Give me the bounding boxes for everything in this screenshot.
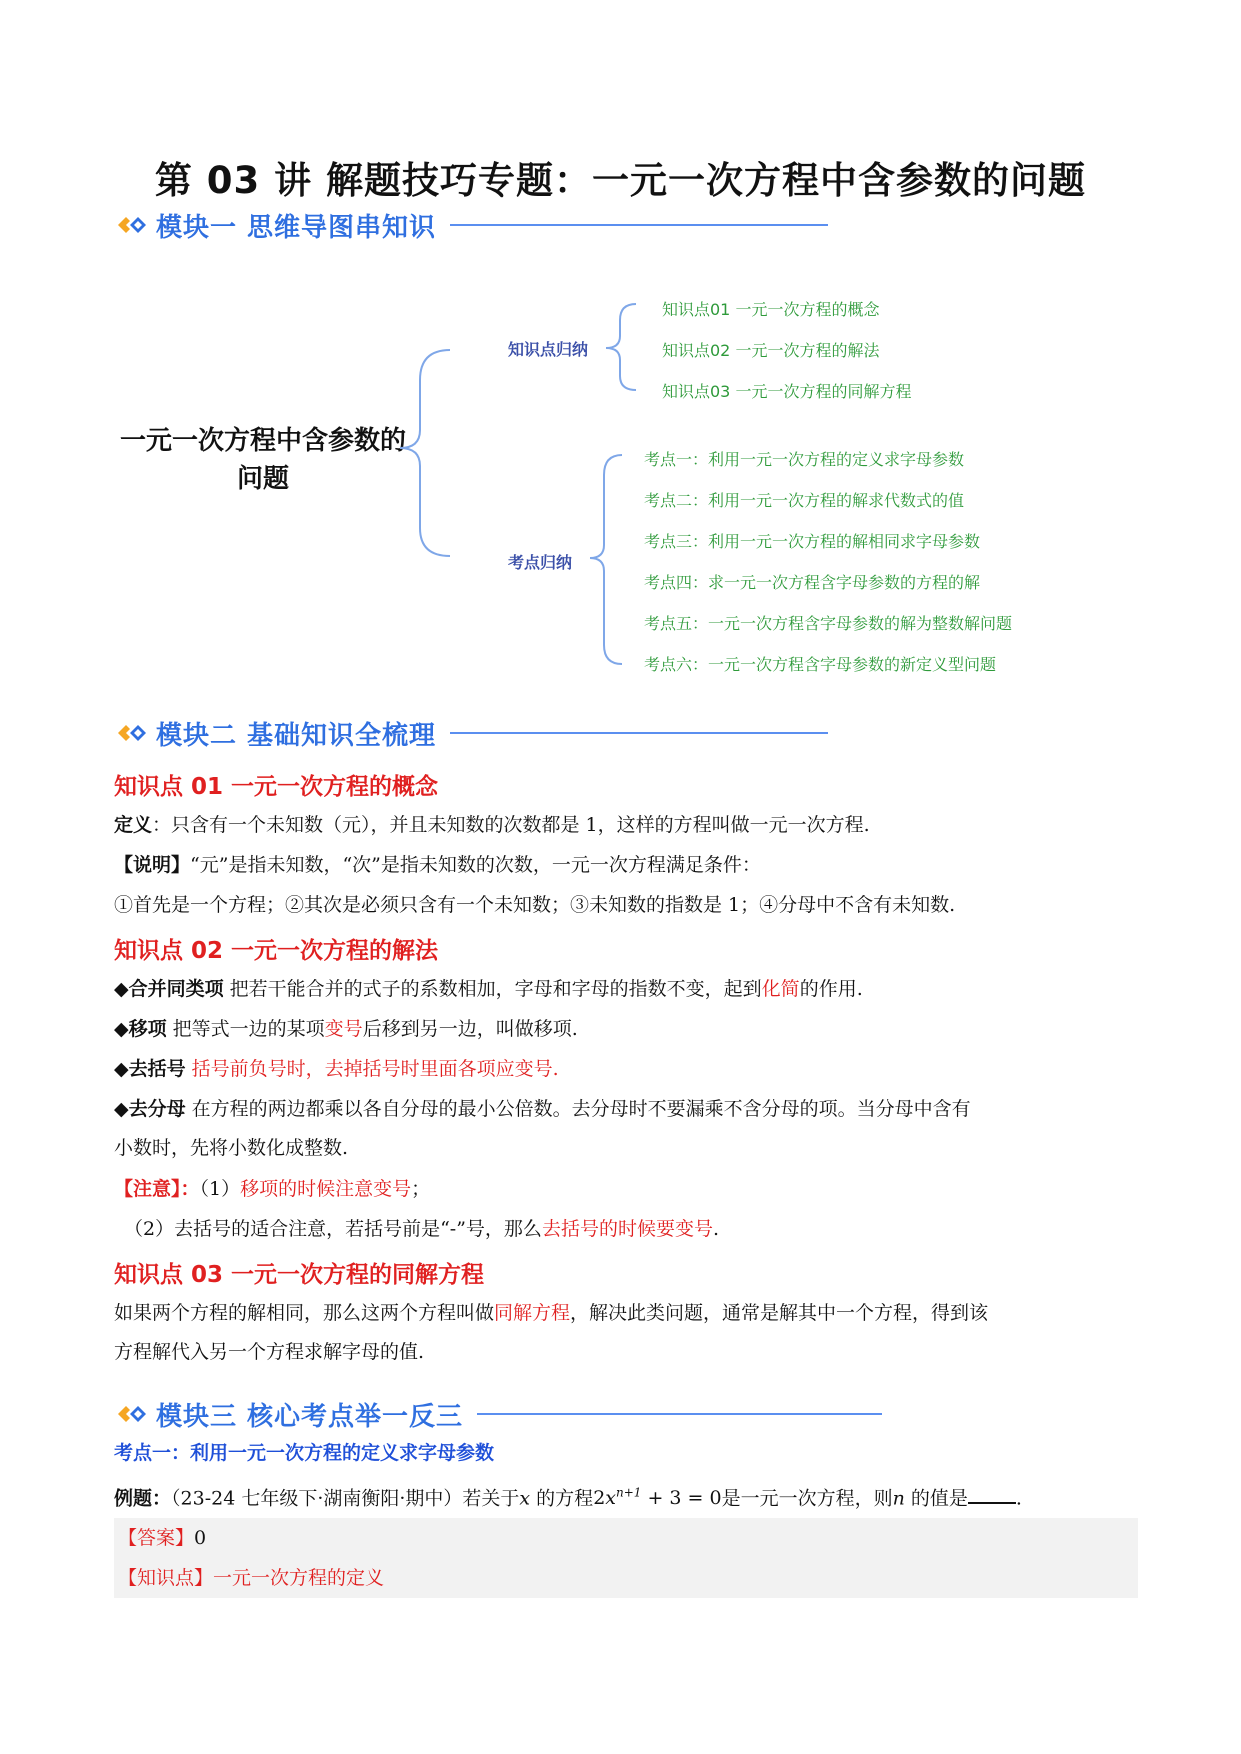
highlight-text: 同解方程 [494, 1302, 571, 1324]
mindmap-leaf: 考点五：一元一次方程含字母参数的解为整数解问题 [644, 614, 1013, 633]
example-question [114, 1474, 1134, 1518]
highlight-text: 括号前负号时，去掉括号时里面各项应变号. [185, 1058, 559, 1080]
method-label: ◆去分母 [114, 1098, 186, 1120]
section-title-kp1: 知识点 01 一元一次方程的概念 [114, 774, 439, 800]
highlight-text: 移项的时候注意变号 [240, 1178, 412, 1200]
divider [450, 732, 828, 734]
caution-label: 【注意】： [114, 1178, 200, 1200]
caution-text: ； [411, 1178, 431, 1200]
module-title: 模块二 基础知识全梳理 [156, 720, 437, 751]
module-title: 模块三 核心考点举一反三 [156, 1401, 464, 1432]
definition-paragraph [114, 806, 1134, 845]
section-title-kp2: 知识点 02 一元一次方程的解法 [114, 938, 439, 964]
caution-line-1 [114, 1170, 1134, 1209]
double-diamond-arrow-icon [116, 720, 150, 746]
equation-coef: 2 [593, 1487, 606, 1510]
answer-blank [968, 1484, 1016, 1504]
answer-box [114, 1518, 1138, 1598]
equation-exponent: n+1 [616, 1486, 642, 1500]
knowledge-value: 一元一次方程的定义 [213, 1567, 385, 1589]
equation-rest: + 3 = 0 [641, 1487, 722, 1510]
note-paragraph [114, 846, 1134, 885]
math-variable: n [892, 1487, 905, 1510]
paragraph-text: 如果两个方程的解相同，那么这两个方程叫做 [114, 1302, 495, 1324]
method-item [114, 1090, 1134, 1168]
example-text: 的值是 [904, 1487, 968, 1510]
module-header-2 [116, 713, 828, 753]
section-title-kp3: 知识点 03 一元一次方程的同解方程 [114, 1262, 485, 1288]
math-variable: x [519, 1487, 531, 1510]
mindmap-leaf: 知识点01 一元一次方程的概念 [662, 300, 880, 319]
mindmap-leaf: 考点六：一元一次方程含字母参数的新定义型问题 [644, 655, 997, 674]
double-diamond-arrow-icon [116, 1401, 150, 1427]
method-label: ◆合并同类项 [114, 978, 224, 1000]
method-text: 的作用. [799, 978, 863, 1000]
mindmap-connectors [0, 0, 1241, 700]
method-text: 后移到另一边，叫做移项. [362, 1018, 578, 1040]
mindmap-leaf: 知识点03 一元一次方程的同解方程 [662, 382, 912, 401]
paragraph-text: ，解决此类问题，通常是解其中一个方程，得到该 [570, 1302, 989, 1324]
note-text: “元”是指未知数，“次”是指未知数的次数，一元一次方程满足条件： [190, 854, 761, 876]
method-item [114, 1050, 1134, 1089]
math-variable: x [605, 1487, 616, 1510]
method-text: 小数时，先将小数化成整数. [114, 1137, 349, 1159]
method-text: 在方程的两边都乘以各自分母的最小公倍数。去分母时不要漏乘不含分母的项。当分母中含有 [185, 1098, 971, 1120]
example-text: . [1015, 1487, 1022, 1510]
mindmap-leaf: 考点二：利用一元一次方程的解求代数式的值 [644, 491, 965, 510]
note-label: 【说明】 [114, 854, 191, 876]
highlight-text: 变号 [324, 1018, 363, 1040]
module-title: 模块一 思维导图串知识 [156, 212, 437, 243]
caution-line-2 [124, 1210, 1144, 1249]
mindmap-branch-knowledge: 知识点归纳 [508, 340, 589, 359]
highlight-text: 去括号的时候要变号 [541, 1218, 713, 1240]
mindmap-leaf: 考点三：利用一元一次方程的解相同求字母参数 [644, 532, 981, 551]
example-text: （23-24 七年级下·湖南衡阳·期中）若关于 [171, 1487, 520, 1510]
knowledge-line [118, 1558, 1138, 1598]
definition-label: 定义 [114, 814, 153, 836]
method-item [114, 970, 1134, 1009]
example-label: 例题： [114, 1487, 172, 1510]
answer-value: 0 [194, 1527, 207, 1549]
answer-label: 【答案】 [118, 1527, 195, 1549]
method-text: 把等式一边的某项 [166, 1018, 325, 1040]
caution-text: （1） [199, 1178, 241, 1200]
equation [593, 1487, 721, 1509]
conditions-paragraph: ①首先是一个方程；②其次是必须只含有一个未知数；③未知数的指数是 1；④分母中不含有未知数. [114, 894, 956, 916]
highlight-text: 化简 [761, 978, 800, 1000]
method-item [114, 1010, 1134, 1049]
method-text: 把若干能合并的式子的系数相加，字母和字母的指数不变，起到 [223, 978, 762, 1000]
method-label: ◆去括号 [114, 1058, 186, 1080]
method-label: ◆移项 [114, 1018, 167, 1040]
caution-text: （2）去括号的适合注意，若括号前是“-”号，那么 [124, 1218, 542, 1240]
mindmap-leaf: 考点四：求一元一次方程含字母参数的方程的解 [644, 573, 981, 592]
mindmap-central-text: 一元一次方程中含参数的问题 [119, 426, 406, 494]
mindmap-leaf: 知识点02 一元一次方程的解法 [662, 341, 880, 360]
example-text: 是一元一次方程，则 [721, 1487, 893, 1510]
same-solution-paragraph [114, 1294, 1134, 1372]
paragraph-text: 方程解代入另一个方程求解字母的值. [114, 1341, 425, 1363]
section-title-kaodian1: 考点一：利用一元一次方程的定义求字母参数 [114, 1442, 495, 1464]
mindmap-branch-kaodian: 考点归纳 [508, 553, 573, 572]
mindmap-leaf: 考点一：利用一元一次方程的定义求字母参数 [644, 450, 965, 469]
example-text: 的方程 [530, 1487, 594, 1510]
knowledge-label: 【知识点】 [118, 1567, 214, 1589]
divider [477, 1413, 882, 1415]
module-header-3 [116, 1394, 882, 1434]
answer-line [118, 1518, 1138, 1558]
definition-text: ：只含有一个未知数（元），并且未知数的次数都是 1，这样的方程叫做一元一次方程. [152, 814, 870, 836]
page-title: 第 03 讲 解题技巧专题：一元一次方程中含参数的问题 [154, 159, 1087, 202]
caution-text: . [712, 1218, 719, 1240]
